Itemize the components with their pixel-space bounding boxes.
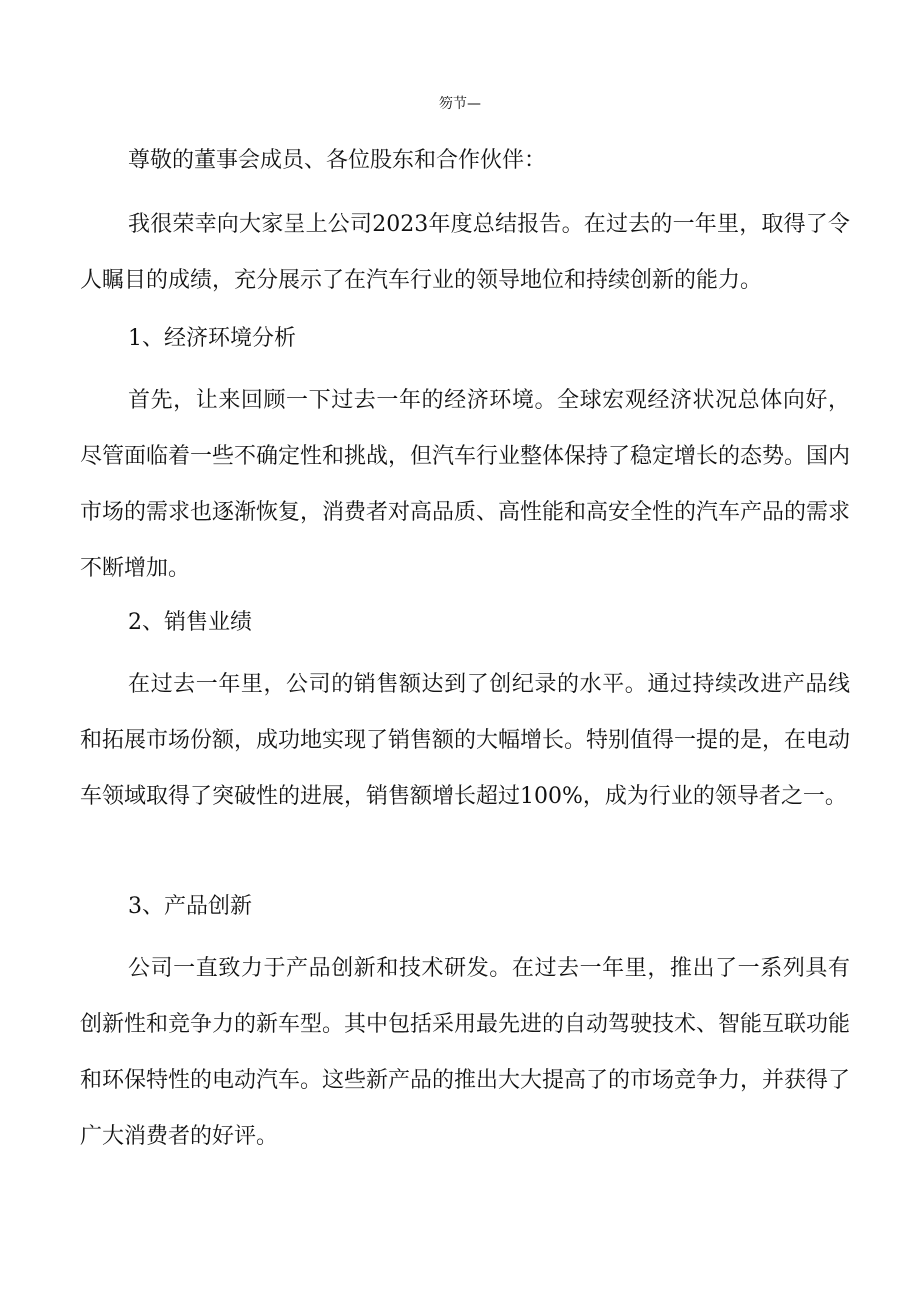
section-body-economy: 首先，让来回顾一下过去一年的经济环境。全球宏观经济状况总体向好，尽管面临着一些不确定性和挑战，但汽车行业整体保持了稳定增长的态势。国内市场的需求也逐渐恢复，消费者对高品质、高性能和高安全性的汽车产品的需求不断增加。 — [80, 388, 851, 581]
section-body-innovation: 公司一直致力于产品创新和技术研发。在过去一年里，推出了一系列具有创新性和竞争力的新车型。其中包括采用最先进的自动驾驶技术、智能互联功能和环保特性的电动汽车。这些新产品的推出大大提高了的市场竞争力，并获得了广大消费者的好评。 — [80, 956, 851, 1149]
section-heading-sales: 2、销售业绩 — [128, 610, 252, 635]
section-heading-innovation: 3、产品创新 — [128, 894, 252, 919]
section-body-sales: 在过去一年里，公司的销售额达到了创纪录的水平。通过持续改进产品线和拓展市场份额，成功地实现了销售额的大幅增长。特别值得一提的是，在电动车领域取得了突破性的进展，销售额增长超过100%，成为行业的领导者之一。 — [80, 672, 851, 809]
page-header: 笏节— — [439, 96, 481, 112]
salutation: 尊敬的董事会成员、各位股东和合作伙伴： — [128, 148, 547, 173]
intro-paragraph: 我很荣幸向大家呈上公司2023年度总结报告。在过去的一年里，取得了令人瞩目的成绩，充分展示了在汽车行业的领导地位和持续创新的能力。 — [80, 212, 850, 293]
section-heading-economy: 1、经济环境分析 — [128, 326, 296, 351]
